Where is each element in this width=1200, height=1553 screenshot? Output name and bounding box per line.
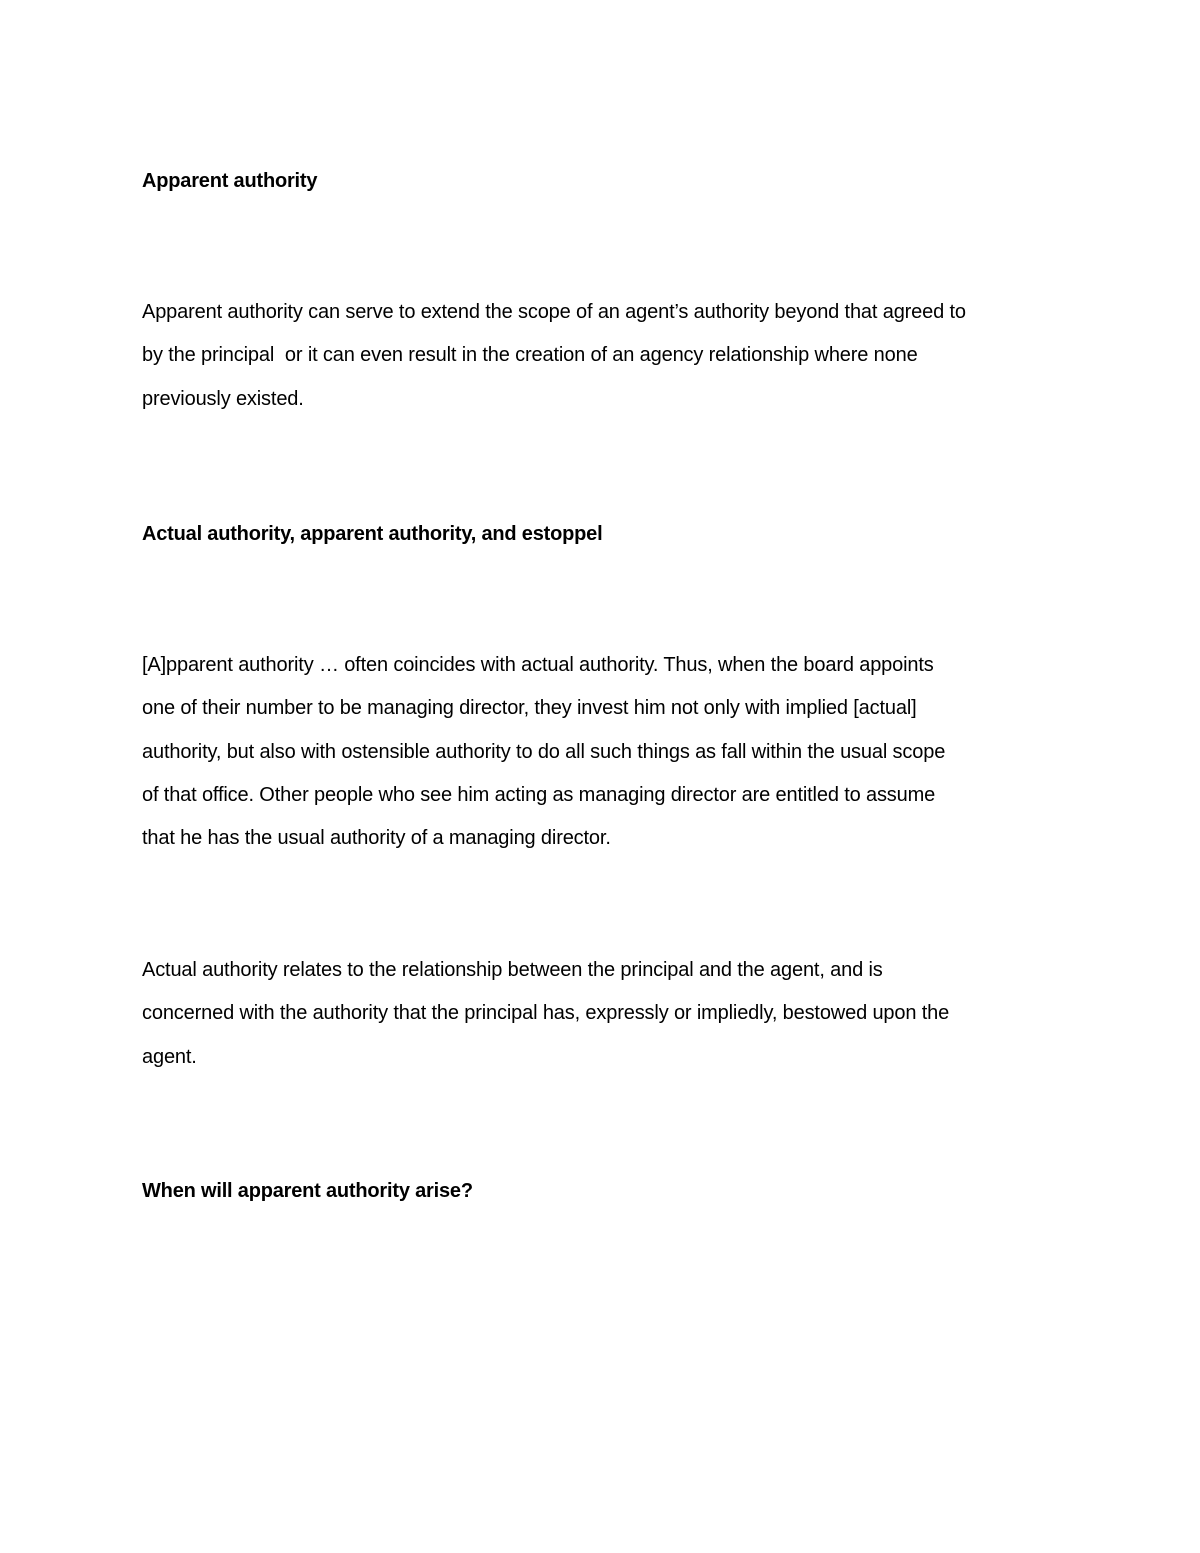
paragraph-line: [A]pparent authority … often coincides with actual authority. Thus, when the board appoints: [142, 654, 934, 676]
paragraph-line: authority, but also with ostensible authority to do all such things as fall within the usual scope: [142, 740, 946, 763]
paragraph-apparent-authority-scope: [142, 291, 1062, 421]
paragraph-line: Apparent authority can serve to extend the scope of an agent’s authority beyond that agreed to: [142, 301, 966, 323]
paragraph-line: by the principal or it can even result in the creation of an agency relationship where none: [142, 344, 918, 367]
heading-apparent-authority: Apparent authority: [142, 170, 318, 192]
paragraph-line: previously existed.: [142, 387, 304, 410]
paragraph-line: one of their number to be managing director, they invest him not only with implied [actual]: [142, 697, 917, 720]
heading-when-apparent-authority-arises: When will apparent authority arise?: [142, 1180, 473, 1202]
paragraph-actual-authority-relationship: [142, 949, 1062, 1079]
paragraph-line: that he has the usual authority of a managing director.: [142, 827, 611, 850]
heading-actual-apparent-estoppel: Actual authority, apparent authority, and estoppel: [142, 523, 603, 545]
paragraph-line: of that office. Other people who see him acting as managing director are entitled to assume: [142, 783, 936, 806]
paragraph-quote-managing-director: [142, 644, 1062, 860]
paragraph-line: agent.: [142, 1045, 197, 1068]
paragraph-line: concerned with the authority that the principal has, expressly or impliedly, bestowed upon the: [142, 1002, 950, 1025]
paragraph-line: Actual authority relates to the relationship between the principal and the agent, and is: [142, 959, 883, 981]
